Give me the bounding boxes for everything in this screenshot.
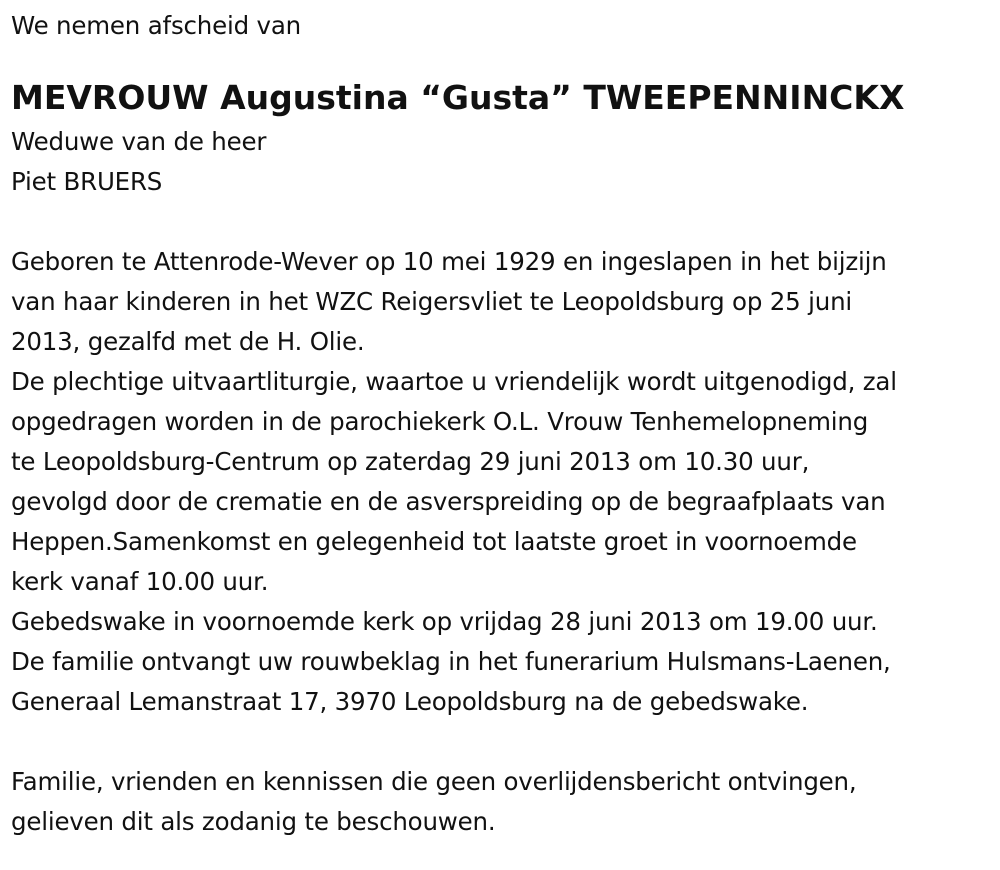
relation-line: Weduwe van de heer xyxy=(11,127,267,156)
body-line: 2013, gezalfd met de H. Olie. xyxy=(11,327,365,356)
body-line: te Leopoldsburg-Centrum op zaterdag 29 juni 2013 om 10.30 uur, xyxy=(11,447,810,476)
body-line: Heppen.Samenkomst en gelegenheid tot laatste groet in voornoemde xyxy=(11,527,857,556)
body-line: kerk vanaf 10.00 uur. xyxy=(11,567,269,596)
body-line: gevolgd door de crematie en de asverspreiding op de begraafplaats van xyxy=(11,487,886,516)
spacer xyxy=(11,46,996,74)
body-line: Generaal Lemanstraat 17, 3970 Leopoldsburg na de gebedswake. xyxy=(11,687,809,716)
body-line: opgedragen worden in de parochiekerk O.L. Vrouw Tenhemelopneming xyxy=(11,407,869,436)
intro-text: We nemen afscheid van xyxy=(11,11,301,40)
deceased-name: MEVROUW Augustina “Gusta” TWEEPENNINCKX xyxy=(11,78,905,117)
body-line: Geboren te Attenrode-Wever op 10 mei 1929 en ingeslapen in het bijzijn xyxy=(11,247,887,276)
closing-line: Familie, vrienden en kennissen die geen overlijdensbericht ontvingen, xyxy=(11,767,857,796)
closing-line: gelieven dit als zodanig te beschouwen. xyxy=(11,807,496,836)
death-notice xyxy=(11,6,996,842)
body-line: De familie ontvangt uw rouwbeklag in het funerarium Hulsmans-Laenen, xyxy=(11,647,891,676)
body-line: De plechtige uitvaartliturgie, waartoe u vriendelijk wordt uitgenodigd, zal xyxy=(11,367,897,396)
spacer xyxy=(11,722,996,762)
spacer xyxy=(11,202,996,242)
body-line: Gebedswake in voornoemde kerk op vrijdag 28 juni 2013 om 19.00 uur. xyxy=(11,607,878,636)
body-line: van haar kinderen in het WZC Reigersvliet te Leopoldsburg op 25 juni xyxy=(11,287,853,316)
relation-line: Piet BRUERS xyxy=(11,167,163,196)
